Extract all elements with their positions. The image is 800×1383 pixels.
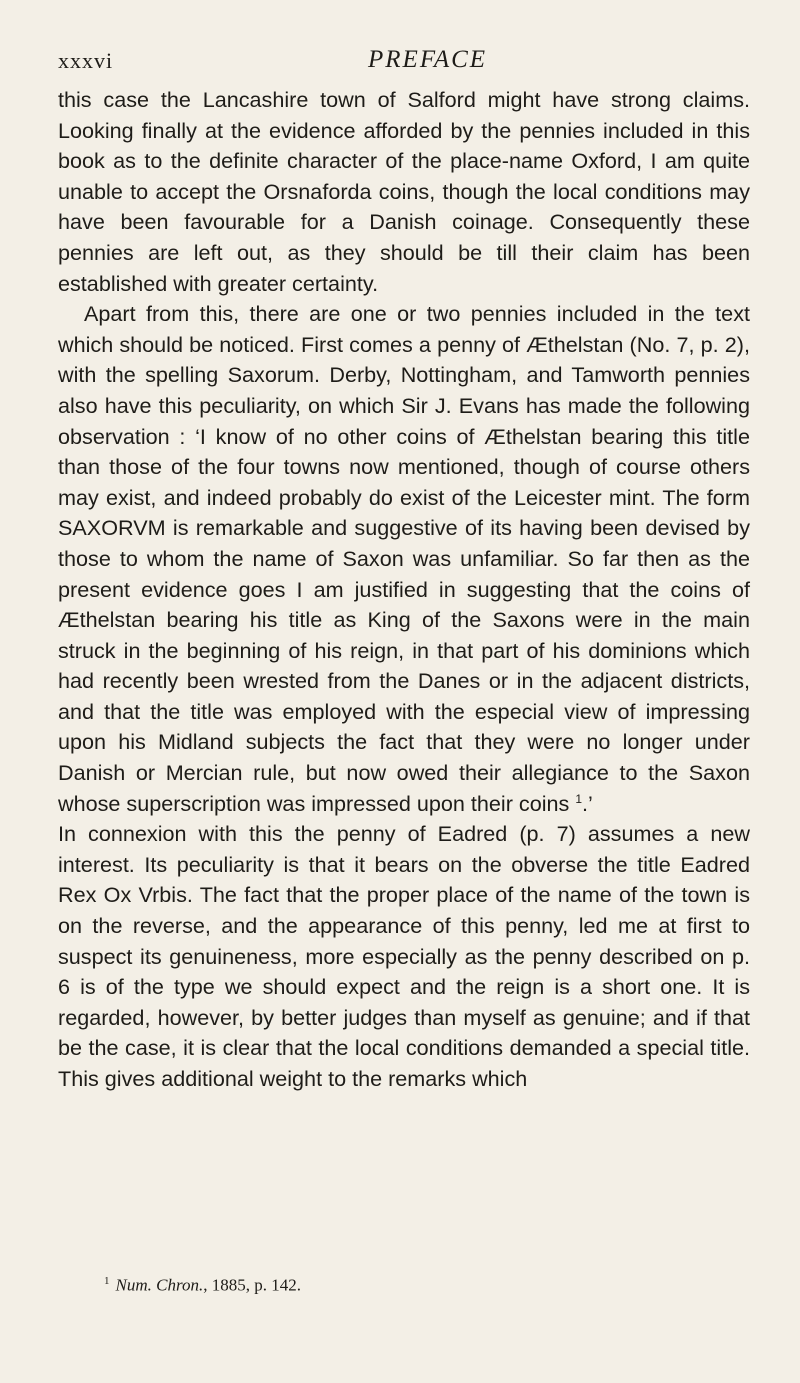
page-header [58, 44, 742, 78]
footnote-mark: 1 [104, 1275, 110, 1287]
paragraph: this case the Lancashire town of Salford might have strong claims. Looking finally at the evidence afforded by the pennies included in this book as to the definite character of the place-name Oxford, I am quite unable to accept the Orsnaforda coins, though the local conditions may have been favourable for a Danish coinage. Consequently these pennies are left out, as they should be till their claim has been established with greater certainty. [58, 87, 750, 296]
footnote-detail: , 1885, p. 142. [203, 1275, 301, 1295]
paragraph: In connexion with this the penny of Eadred (p. 7) assumes a new interest. Its peculiarity is that it bears on the obverse the title Eadred Rex Ox Vrbis. The fact that the proper place of the name of the town is on the reverse, and the appearance of this penny, led me at first to suspect its genuineness, more especially as the penny described on p. 6 is of the type we should expect and the reign is a short one. It is regarded, however, by better judges than myself as genuine; and if that be the case, it is clear that the local conditions demanded a special title. This gives additional weight to the remarks which [58, 821, 750, 1091]
paragraph-text: Apart from this, there are one or two pennies included in the text which should be noticed. First comes a penny of Æthelstan (No. 7, p. 2), with the spelling Saxorum. Derby, Nottingham, and Tamworth pennies also have this peculiarity, on which Sir J. Evans has made the following observation : ‘I know of no other coins of Æthelstan bearing this title than those of the four towns now mentioned, though of course others may exist, and indeed probably do exist of the Leicester mint. The form SAXORVM is remarkable and suggestive of its having been devised by those to whom the name of Saxon was unfamiliar. So far then as the present evidence goes I am justified in suggesting that the coins of Æthelstan bearing his title as King of the Saxons were in the main struck in the beginning of his reign, in that part of his dominions which had recently been wrested from the Danes or in the adjacent districts, and that the title was employed with the especial view of impressing upon his Midland subjects the fact that they were no longer under Danish or Mercian rule, but now owed their allegiance to the Saxon whose superscription was impressed upon their coins [58, 301, 750, 816]
footnote-reference: 1 [575, 791, 582, 806]
page-number: xxxvi [58, 48, 114, 73]
paragraph [58, 299, 750, 819]
running-head: PREFACE [368, 46, 488, 73]
quote-close: .’ [582, 790, 593, 816]
body-text [58, 85, 750, 1095]
footnote [104, 1275, 750, 1296]
footnote-source: Num. Chron. [115, 1275, 204, 1295]
